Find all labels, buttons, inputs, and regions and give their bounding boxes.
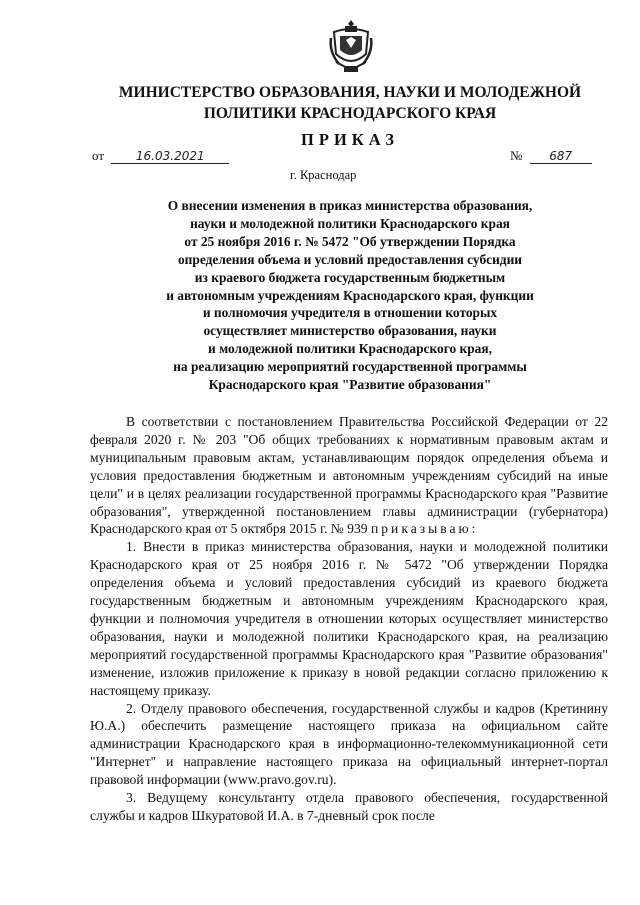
number-prefix: № xyxy=(510,148,523,163)
order-item-2: 2. Отделу правового обеспечения, государственной службы и кадров (Кретинину Ю.А.) обеспечить размещение настоящего приказа на официальном сайте администрации Краснодарского края в информационно-телекоммуникационной сети "Интернет" и направление настоящего приказа на официальный интернет-портал правовой информации (www.pravo.gov.ru). xyxy=(90,700,608,788)
order-keyword: приказываю: xyxy=(370,521,479,537)
subject-line: О внесении изменения в приказ министерства образования, xyxy=(167,198,533,213)
order-date-handwritten: 16.03.2021 xyxy=(111,149,229,164)
subject-line: и автономным учреждениям Краснодарского края, функции xyxy=(166,287,534,303)
subject-line: осуществляет министерство образования, науки xyxy=(203,323,497,339)
order-subject-title xyxy=(100,197,600,394)
order-item-1: 1. Внести в приказ министерства образования, науки и молодежной политики Краснодарского края от 25 ноября 2016 г. № 5472 "Об утверждении Порядка определения объема и условий предоставления субсидий из краевого бюджета государственным бюджетным и автономным учреждениям Краснодарского края, функции и полномочия учредителя в отношении которых осуществляет министерство образования, науки и молодежной политики Краснодарского края, на реализацию мероприятий государственной программы Краснодарского края "Развитие образования" изменение, изложив приложение к приказу в новой редакции согласно приложению к настоящему приказу. xyxy=(90,539,608,698)
order-number-handwritten: 687 xyxy=(530,149,592,164)
ministry-name-line-1: МИНИСТЕРСТВО ОБРАЗОВАНИЯ, НАУКИ И МОЛОДЕЖНОЙ xyxy=(118,84,582,101)
subject-line: и молодежной политики Краснодарского края, xyxy=(208,341,492,357)
subject-line: Краснодарского края "Развитие образования" xyxy=(208,377,492,393)
order-item-3: 3. Ведущему консультанту отдела правового обеспечения, государственной службы и кадров Шкуратовой И.А. в 7-дневный срок после xyxy=(90,790,608,823)
subject-line: и полномочия учредителя в отношении которых xyxy=(202,305,498,321)
date-prefix: от xyxy=(92,148,105,163)
subject-line: науки и молодежной политики Краснодарского края xyxy=(190,215,510,231)
order-number-row xyxy=(510,148,592,164)
ministry-name-line-2: ПОЛИТИКИ КРАСНОДАРСКОГО КРАЯ xyxy=(203,105,497,122)
order-date-row xyxy=(92,148,229,164)
preamble-text: В соответствии с постановлением Правительства Российской Федерации от 22 февраля 2020 г. № 203 "Об общих требованиях к нормативным правовым актам и муниципальным правовым актам, устанавливающим порядок определения объема и условия предоставления бюджетным и автономным учреждениям субсидий на иные цели" и в целях реализации государственной программы Краснодарского края "Развитие образования", утвержденной постановлением главы администрации (губернатора) Краснодарского края от 5 октября 2015 г. № 939 xyxy=(90,414,608,537)
ministry-name xyxy=(90,82,610,124)
subject-line: определения объема и условий предоставления субсидии xyxy=(177,251,523,267)
order-body xyxy=(90,413,608,825)
document-type-title: ПРИКАЗ xyxy=(301,130,399,149)
city-label: г. Краснодар xyxy=(290,168,357,182)
subject-line: на реализацию мероприятий государственной программы xyxy=(173,359,527,375)
coat-of-arms-emblem xyxy=(328,18,374,76)
subject-line: от 25 ноября 2016 г. № 5472 "Об утверждении Порядка xyxy=(184,233,516,249)
preamble-paragraph xyxy=(90,413,608,538)
subject-line: из краевого бюджета государственным бюджетным xyxy=(194,269,506,285)
